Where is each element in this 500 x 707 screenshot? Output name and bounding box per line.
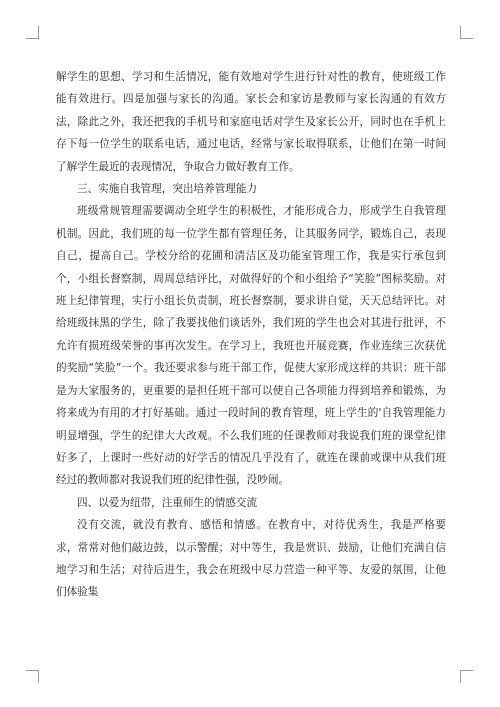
paragraph-parent-communication: 解学生的思想、学习和生活情况，能有效地对学生进行针对性的教育，使班级工作能有效进行。四是加强与家长的沟通。家长会和家访是教师与家长沟通的有效方法，除此之外，我还把我的手机号和家庭电话对学生及家长公开，同时也在手机上存下每一位学生的联系电话，通过电话，经常与家长取得联系，让他们在第一时间了解学生最近的表现情况，争取合力做好教育工作。 [56,71,446,173]
crop-mark-bottom-right [460,670,473,683]
paragraph-self-management: 班级常规管理需要调动全班学生的积极性，才能形成合力，形成学生自我管理机制。因此，我们班的每一位学生都有管理任务，让其服务同学，锻炼自己，表现自己，提高自己。学校分给的花圃和清洁区及功能室管理工作，我是实行承包到个，小组长督察制，周周总结评比，对做得好的个和小组给予“笑脸”图标奖励。对班上纪律管理，实行小组长负责制，班长督察制，要求讲自觉，天天总结评比。对给班级抹黑的学生，除了我要找他们谈话外，我们班的学生也会对其进行批评，不允许有损班级荣誉的事再次发生。在学习上，我班也开展竞赛，作业连续三次获优的奖励“笑脸”一个。我还要求参与班干部工作，促使大家形成这样的共识：班干部是为大家服务的，更重要的是担任班干部可以使自己各项能力得到培养和锻炼，为将来成为有用的才打好基础。通过一段时间的教育管理，班上学生的'自我管理能力明显增强，学生的纪律大大改观。不么我们班的任课教师对我说我们班的课堂纪律好多了，上课时一些好动的好学舌的情况几乎没有了，就连在课前或课中从我们班经过的教师都对我说我们班的纪律性强，没吵闹。 [56,205,446,487]
section-heading-emotional-exchange: 四、以爱为纽带，注重师生的情感交流 [77,496,258,509]
crop-mark-bottom-left [26,670,39,683]
crop-mark-top-left [26,26,39,39]
paragraph-emotional-exchange: 没有交流，就没有教育、感悟和情感。在教育中，对待优秀生，我是严格要求，常常对他们敲边鼓，以示警醒；对中等生，我是赏识、鼓励，让他们充满自信地学习和生活；对待后进生，我会在班级中尽力营造一种平等、友爱的氛围，让他们体验集 [56,519,446,599]
document-body [56,66,446,604]
crop-mark-top-right [460,26,473,39]
section-heading-self-management: 三、实施自我管理，突出培养管理能力 [77,183,258,196]
